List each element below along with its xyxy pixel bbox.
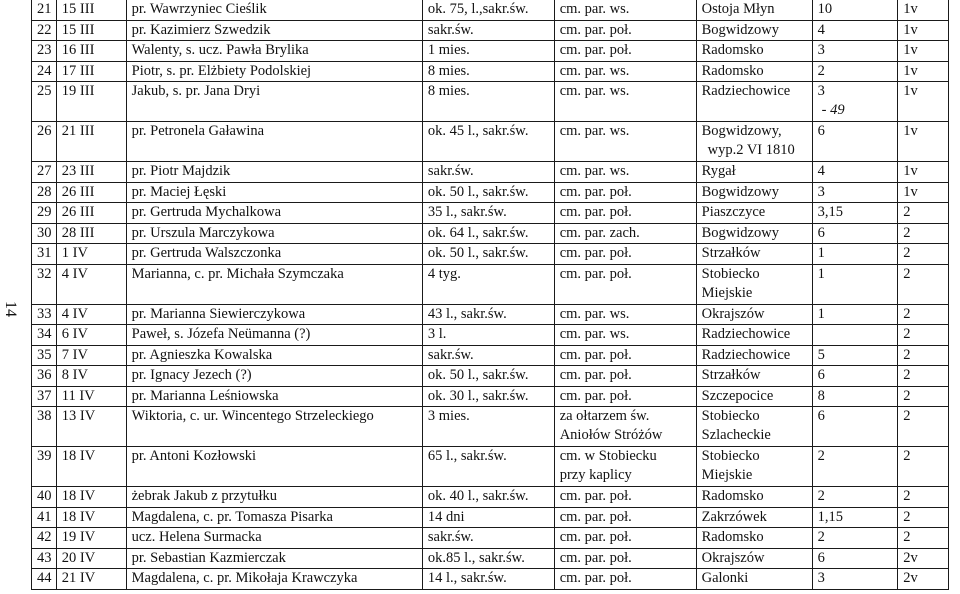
- entry-volume: 2: [898, 528, 949, 549]
- entry-number: 33: [32, 304, 57, 325]
- entry-age: 14 l., sakr.św.: [422, 569, 554, 590]
- entry-date: 7 IV: [56, 345, 126, 366]
- entry-name: Walenty, s. ucz. Pawła Brylika: [126, 41, 422, 62]
- entry-volume: 2: [898, 407, 949, 447]
- entry-number: 28: [32, 182, 57, 203]
- entry-count-line2: - 49: [821, 102, 845, 118]
- entry-name: pr. Kazimierz Szwedzik: [126, 20, 422, 41]
- entry-age: sakr.św.: [422, 345, 554, 366]
- entry-name: pr. Antoni Kozłowski: [126, 447, 422, 487]
- entry-volume: 2: [898, 264, 949, 304]
- entry-count: 2: [812, 61, 898, 82]
- entry-place: Bogwidzowy: [696, 20, 812, 41]
- entry-volume: 2: [898, 203, 949, 224]
- entry-volume: 1v: [898, 41, 949, 62]
- table-row: [32, 386, 949, 407]
- entry-date: 1 IV: [56, 244, 126, 265]
- entry-place: Ostoja Młyn: [696, 0, 812, 20]
- entry-number: 29: [32, 203, 57, 224]
- entry-cemetery-line2: przy kaplicy: [559, 467, 632, 483]
- entry-date: 16 III: [56, 41, 126, 62]
- table-row: [32, 61, 949, 82]
- entry-name: żebrak Jakub z przytułku: [126, 487, 422, 508]
- entry-number: 23: [32, 41, 57, 62]
- entry-age: sakr.św.: [422, 20, 554, 41]
- entry-cemetery: cm. w Stobiecku przy kaplicy: [554, 447, 696, 487]
- entry-number: 35: [32, 345, 57, 366]
- entry-cemetery: cm. par. ws.: [554, 304, 696, 325]
- entry-age: 8 mies.: [422, 82, 554, 122]
- entry-date: 21 IV: [56, 569, 126, 590]
- entry-volume: 1v: [898, 182, 949, 203]
- entry-date: 8 IV: [56, 366, 126, 387]
- entry-name: pr. Petronela Gaławina: [126, 122, 422, 162]
- table-row: [32, 182, 949, 203]
- entry-cemetery: cm. par. poł.: [554, 569, 696, 590]
- entry-name: pr. Wawrzyniec Cieślik: [126, 0, 422, 20]
- entry-count: 6: [812, 223, 898, 244]
- entry-count: 3 - 49: [812, 82, 898, 122]
- entry-place: Piaszczyce: [696, 203, 812, 224]
- entry-number: 38: [32, 407, 57, 447]
- entry-place: Okrajszów: [696, 548, 812, 569]
- entry-volume: 2: [898, 386, 949, 407]
- entry-place: Strzałków: [696, 366, 812, 387]
- entry-place: Radziechowice: [696, 345, 812, 366]
- entry-volume: 2: [898, 487, 949, 508]
- entry-volume: 1v: [898, 0, 949, 20]
- entry-volume: 1v: [898, 20, 949, 41]
- entry-place-line2: wyp.2 VI 1810: [707, 142, 795, 158]
- entry-age: ok. 30 l., sakr.św.: [422, 386, 554, 407]
- entry-number: 24: [32, 61, 57, 82]
- entry-name: Magdalena, c. pr. Mikołaja Krawczyka: [126, 569, 422, 590]
- entry-place: Rygał: [696, 162, 812, 183]
- entry-age: ok.85 l., sakr.św.: [422, 548, 554, 569]
- entry-count: 4: [812, 20, 898, 41]
- entry-volume: 1v: [898, 162, 949, 183]
- entry-number: 31: [32, 244, 57, 265]
- entry-cemetery: cm. par. ws.: [554, 82, 696, 122]
- entry-age: ok. 64 l., sakr.św.: [422, 223, 554, 244]
- entry-volume: 2: [898, 304, 949, 325]
- entry-number: 44: [32, 569, 57, 590]
- entry-count: 1: [812, 304, 898, 325]
- burial-register-table: [31, 0, 949, 590]
- entry-date: 15 III: [56, 20, 126, 41]
- table-row: [32, 487, 949, 508]
- entry-volume: 1v: [898, 82, 949, 122]
- entry-age: 65 l., sakr.św.: [422, 447, 554, 487]
- entry-cemetery: cm. par. ws.: [554, 0, 696, 20]
- entry-name: pr. Piotr Majdzik: [126, 162, 422, 183]
- entry-cemetery: cm. par. zach.: [554, 223, 696, 244]
- entry-age: ok. 50 l., sakr.św.: [422, 182, 554, 203]
- entry-date: 19 IV: [56, 528, 126, 549]
- entry-count: 8: [812, 386, 898, 407]
- entry-date: 20 IV: [56, 548, 126, 569]
- table-row: [32, 264, 949, 304]
- entry-count: 1,15: [812, 507, 898, 528]
- entry-cemetery: cm. par. poł.: [554, 386, 696, 407]
- entry-cemetery: cm. par. poł.: [554, 548, 696, 569]
- entry-count: [812, 325, 898, 346]
- entry-number: 34: [32, 325, 57, 346]
- entry-number: 30: [32, 223, 57, 244]
- entry-place: Strzałków: [696, 244, 812, 265]
- entry-place: Stobiecko Miejskie: [696, 447, 812, 487]
- entry-number: 37: [32, 386, 57, 407]
- entry-cemetery-line2: Aniołów Stróżów: [559, 427, 663, 443]
- entry-count: 3: [812, 182, 898, 203]
- entry-volume: 2v: [898, 569, 949, 590]
- entry-date: 15 III: [56, 0, 126, 20]
- entry-count: 2: [812, 528, 898, 549]
- entry-age: ok. 50 l., sakr.św.: [422, 366, 554, 387]
- entry-number: 22: [32, 20, 57, 41]
- table-row: [32, 304, 949, 325]
- entry-volume: 2: [898, 325, 949, 346]
- entry-name: pr. Maciej Łęski: [126, 182, 422, 203]
- entry-age: 8 mies.: [422, 61, 554, 82]
- entry-name: pr. Marianna Leśniowska: [126, 386, 422, 407]
- entry-age: ok. 50 l., sakr.św.: [422, 244, 554, 265]
- entry-count: 6: [812, 407, 898, 447]
- entry-place-line2: Miejskie: [701, 284, 753, 301]
- entry-date: 17 III: [56, 61, 126, 82]
- table-row: [32, 162, 949, 183]
- entry-cemetery: cm. par. poł.: [554, 507, 696, 528]
- entry-number: 27: [32, 162, 57, 183]
- entry-date: 11 IV: [56, 386, 126, 407]
- entry-cemetery: cm. par. poł.: [554, 264, 696, 304]
- entry-cemetery: cm. par. poł.: [554, 20, 696, 41]
- entry-age: sakr.św.: [422, 528, 554, 549]
- entry-number: 36: [32, 366, 57, 387]
- entry-volume: 2: [898, 244, 949, 265]
- entry-place: Radomsko: [696, 61, 812, 82]
- entry-cemetery: za ołtarzem św. Aniołów Stróżów: [554, 407, 696, 447]
- entry-age: 43 l., sakr.św.: [422, 304, 554, 325]
- entry-age: 3 mies.: [422, 407, 554, 447]
- entry-count: 6: [812, 122, 898, 162]
- entry-volume: 1v: [898, 122, 949, 162]
- entry-place: Radziechowice: [696, 82, 812, 122]
- entry-cemetery: cm. par. ws.: [554, 122, 696, 162]
- entry-cemetery: cm. par. poł.: [554, 41, 696, 62]
- entry-age: ok. 40 l., sakr.św.: [422, 487, 554, 508]
- entry-volume: 1v: [898, 61, 949, 82]
- entry-count: 6: [812, 548, 898, 569]
- entry-age: 3 l.: [422, 325, 554, 346]
- entry-age: 14 dni: [422, 507, 554, 528]
- entry-place: Radomsko: [696, 528, 812, 549]
- entry-place: Radziechowice: [696, 325, 812, 346]
- entry-date: 21 III: [56, 122, 126, 162]
- entry-date: 28 III: [56, 223, 126, 244]
- entry-name: pr. Gertruda Mychalkowa: [126, 203, 422, 224]
- entry-count: 6: [812, 366, 898, 387]
- entry-count: 10: [812, 0, 898, 20]
- entry-name: Piotr, s. pr. Elżbiety Podolskiej: [126, 61, 422, 82]
- entry-cemetery: cm. par. poł.: [554, 487, 696, 508]
- entry-name: pr. Sebastian Kazmierczak: [126, 548, 422, 569]
- entry-name: Paweł, s. Józefa Neümanna (?): [126, 325, 422, 346]
- entry-place: Radomsko: [696, 487, 812, 508]
- table-row: [32, 325, 949, 346]
- entry-count: 1: [812, 244, 898, 265]
- entry-cemetery: cm. par. poł.: [554, 528, 696, 549]
- entry-name: Marianna, c. pr. Michała Szymczaka: [126, 264, 422, 304]
- entry-place: Okrajszów: [696, 304, 812, 325]
- table-row: [32, 548, 949, 569]
- table-row: [32, 203, 949, 224]
- entry-number: 25: [32, 82, 57, 122]
- table-row: [32, 41, 949, 62]
- entry-cemetery: cm. par. ws.: [554, 61, 696, 82]
- entry-name: Magdalena, c. pr. Tomasza Pisarka: [126, 507, 422, 528]
- entry-cemetery: cm. par. poł.: [554, 244, 696, 265]
- entry-place-line2: Szlacheckie: [701, 427, 771, 443]
- entry-number: 39: [32, 447, 57, 487]
- entry-volume: 2v: [898, 548, 949, 569]
- entry-cemetery: cm. par. poł.: [554, 345, 696, 366]
- table-row: [32, 447, 949, 487]
- table-row: [32, 528, 949, 549]
- entry-count: 4: [812, 162, 898, 183]
- entry-date: 19 III: [56, 82, 126, 122]
- entry-count: 3: [812, 41, 898, 62]
- entry-name: pr. Urszula Marczykowa: [126, 223, 422, 244]
- entry-name: pr. Marianna Siewierczykowa: [126, 304, 422, 325]
- entry-number: 21: [32, 0, 57, 20]
- entry-place: Bogwidzowy: [696, 182, 812, 203]
- entry-date: 4 IV: [56, 304, 126, 325]
- entry-place: Zakrzówek: [696, 507, 812, 528]
- entry-name: pr. Gertruda Walszczonka: [126, 244, 422, 265]
- table-row: [32, 0, 949, 20]
- table-row: [32, 507, 949, 528]
- entry-date: 18 IV: [56, 447, 126, 487]
- entry-date: 6 IV: [56, 325, 126, 346]
- entry-volume: 2: [898, 345, 949, 366]
- entry-name: Wiktoria, c. ur. Wincentego Strzeleckiego: [126, 407, 422, 447]
- entry-name: ucz. Helena Surmacka: [126, 528, 422, 549]
- entry-count: 5: [812, 345, 898, 366]
- entry-number: 26: [32, 122, 57, 162]
- entry-age: ok. 75, l.,sakr.św.: [422, 0, 554, 20]
- entry-place-line2: Miejskie: [701, 467, 753, 483]
- table-row: [32, 345, 949, 366]
- table-row: [32, 366, 949, 387]
- entry-cemetery: cm. par. ws.: [554, 162, 696, 183]
- entry-name: Jakub, s. pr. Jana Dryi: [126, 82, 422, 122]
- entry-count: 3: [812, 569, 898, 590]
- entry-name: pr. Agnieszka Kowalska: [126, 345, 422, 366]
- entry-volume: 2: [898, 223, 949, 244]
- entry-date: 23 III: [56, 162, 126, 183]
- entry-volume: 2: [898, 447, 949, 487]
- entry-date: 26 III: [56, 203, 126, 224]
- table-row: [32, 569, 949, 590]
- entry-date: 26 III: [56, 182, 126, 203]
- entry-date: 13 IV: [56, 407, 126, 447]
- entry-age: sakr.św.: [422, 162, 554, 183]
- entry-age: 1 mies.: [422, 41, 554, 62]
- entry-age: 35 l., sakr.św.: [422, 203, 554, 224]
- table-row: [32, 223, 949, 244]
- entry-cemetery: cm. par. poł.: [554, 203, 696, 224]
- entry-cemetery: cm. par. poł.: [554, 182, 696, 203]
- entry-number: 32: [32, 264, 57, 304]
- table-row: [32, 82, 949, 122]
- table-row: [32, 20, 949, 41]
- entry-cemetery: cm. par. ws.: [554, 325, 696, 346]
- entry-date: 18 IV: [56, 507, 126, 528]
- entry-number: 42: [32, 528, 57, 549]
- entry-place: Szczepocice: [696, 386, 812, 407]
- entry-age: 4 tyg.: [422, 264, 554, 304]
- entry-count: 2: [812, 447, 898, 487]
- entry-number: 40: [32, 487, 57, 508]
- entry-place: Stobiecko Szlacheckie: [696, 407, 812, 447]
- table-row: [32, 244, 949, 265]
- entry-date: 4 IV: [56, 264, 126, 304]
- entry-count: 2: [812, 487, 898, 508]
- entry-age: ok. 45 l., sakr.św.: [422, 122, 554, 162]
- entry-number: 41: [32, 507, 57, 528]
- entry-count: 1: [812, 264, 898, 304]
- entry-place: Radomsko: [696, 41, 812, 62]
- page-number: 14: [2, 301, 19, 317]
- table-row: [32, 122, 949, 162]
- table-row: [32, 407, 949, 447]
- entry-number: 43: [32, 548, 57, 569]
- entry-volume: 2: [898, 507, 949, 528]
- entry-volume: 2: [898, 366, 949, 387]
- entry-cemetery: cm. par. poł.: [554, 366, 696, 387]
- entry-place: Bogwidzowy: [696, 223, 812, 244]
- entry-name: pr. Ignacy Jezech (?): [126, 366, 422, 387]
- entry-date: 18 IV: [56, 487, 126, 508]
- entry-place: Bogwidzowy, wyp.2 VI 1810: [696, 122, 812, 162]
- entry-place: Stobiecko Miejskie: [696, 264, 812, 304]
- entry-count: 3,15: [812, 203, 898, 224]
- entry-place: Galonki: [696, 569, 812, 590]
